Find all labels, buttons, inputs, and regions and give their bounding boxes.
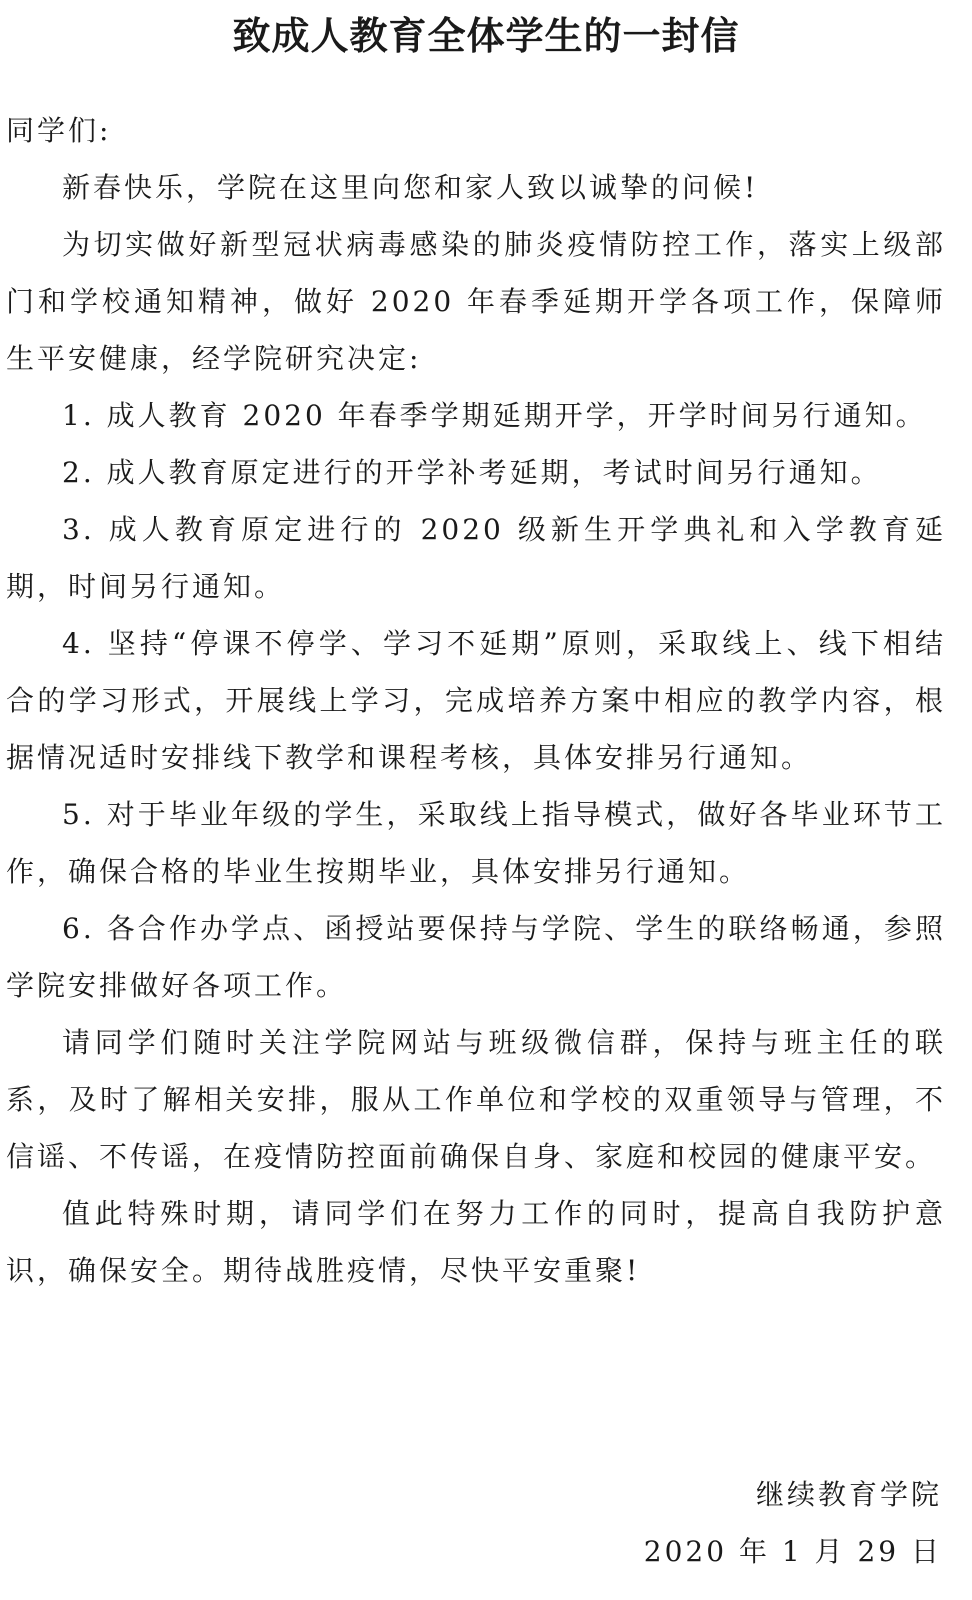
signature-org: 继续教育学院 (755, 1478, 942, 1511)
decision-item-3: 3. 成人教育原定进行的 2020 级新生开学典礼和入学教育延期，时间另行通知。 (6, 513, 946, 603)
letter-body (6, 102, 946, 1299)
letter-title: 致成人教育全体学生的一封信 (232, 13, 740, 58)
decision-item-6: 6. 各合作办学点、函授站要保持与学院、学生的联络畅通，参照学院安排做好各项工作。 (6, 912, 946, 1002)
closing-paragraph: 值此特殊时期，请同学们在努力工作的同时，提高自我防护意识，确保安全。期待战胜疫情，尽快平安重聚! (6, 1197, 946, 1287)
salutation: 同学们: (6, 114, 112, 147)
decision-item-2: 2. 成人教育原定进行的开学补考延期，考试时间另行通知。 (62, 456, 882, 489)
decision-item-1: 1. 成人教育 2020 年春季学期延期开学，开学时间另行通知。 (62, 399, 927, 432)
greeting-paragraph: 新春快乐，学院在这里向您和家人致以诚挚的问候! (62, 171, 759, 204)
notice-paragraph: 请同学们随时关注学院网站与班级微信群，保持与班主任的联系，及时了解相关安排，服从工作单位和学校的双重领导与管理，不信谣、不传谣，在疫情防控面前确保自身、家庭和校园的健康平安。 (6, 1026, 946, 1173)
intro-paragraph: 为切实做好新型冠状病毒感染的肺炎疫情防控工作，落实上级部门和学校通知精神，做好 2020 年春季延期开学各项工作，保障师生平安健康，经学院研究决定: (6, 228, 946, 375)
signature-date: 2020 年 1 月 29 日 (643, 1535, 942, 1568)
decision-item-4: 4. 坚持“停课不停学、学习不延期”原则，采取线上、线下相结合的学习形式，开展线上学习，完成培养方案中相应的教学内容，根据情况适时安排线下教学和课程考核，具体安排另行通知。 (6, 627, 946, 774)
decision-item-5: 5. 对于毕业年级的学生，采取线上指导模式，做好各毕业环节工作，确保合格的毕业生按期毕业，具体安排另行通知。 (6, 798, 946, 888)
signature-block (644, 1466, 942, 1580)
